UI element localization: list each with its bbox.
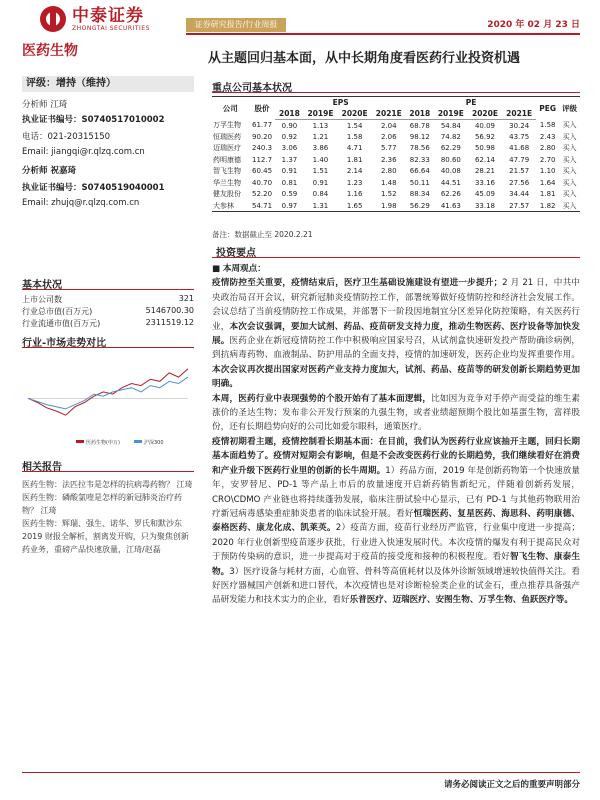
table-cell: 1.64 bbox=[539, 178, 556, 187]
table-cell: 买入 bbox=[562, 121, 577, 130]
table-cell: 41.63 bbox=[434, 200, 468, 212]
table-cell: 78.56 bbox=[409, 144, 430, 153]
legend-swatch-a bbox=[76, 440, 84, 443]
invest-p2-bold: 本周，医药行业中表现强势的个股开始有了基本面逻辑， bbox=[212, 393, 432, 404]
col-group-pe: PE bbox=[406, 97, 536, 109]
table-cell: 50.98 bbox=[474, 144, 496, 153]
analyst-2-cert: 执业证书编号：S0740519040001 bbox=[22, 183, 165, 193]
legend-label-a: 医药生物(申万) bbox=[86, 440, 120, 446]
table-cell: 1.58 bbox=[346, 132, 363, 141]
related-header: 相关报告 bbox=[22, 458, 194, 472]
table-cell: 27.57 bbox=[502, 200, 536, 212]
trend-header: 行业-市场走势对比 bbox=[22, 334, 194, 348]
table-cell: 买入 bbox=[562, 190, 577, 199]
table-cell: 2.43 bbox=[539, 132, 556, 141]
col-price: 股价 bbox=[249, 97, 276, 120]
table-cell: 30.24 bbox=[509, 121, 530, 130]
table-cell: 90.20 bbox=[252, 132, 273, 141]
table-header: 重点公司基本状况 bbox=[212, 79, 580, 93]
trend-chart-svg bbox=[22, 350, 194, 450]
col-year: 2018 bbox=[275, 108, 303, 120]
table-cell: 80.60 bbox=[440, 155, 461, 164]
table-cell: 1.31 bbox=[303, 200, 337, 212]
table-cell: 2.06 bbox=[380, 132, 397, 141]
table-cell: 1.23 bbox=[346, 178, 363, 187]
table-cell: 买入 bbox=[562, 167, 577, 176]
table-cell: 0.90 bbox=[281, 121, 298, 130]
invest-p1-bold3: 本次会议再次提出国家对医药产业支持力度加大，试剂、药品、疫苗等的研发创新长期趋势更加明确。 bbox=[212, 364, 580, 390]
analyst-1-phone: 电话：021-20315150 bbox=[22, 132, 111, 142]
table-cell: 54.84 bbox=[440, 121, 461, 130]
table-cell: 1.40 bbox=[312, 155, 329, 164]
rating: 评级：增持（维持） bbox=[22, 76, 194, 92]
table-cell: 1.21 bbox=[312, 132, 329, 141]
table-cell: 52.20 bbox=[252, 190, 273, 199]
footer-disclaimer: 请务必阅读正文之后的重要声明部分 bbox=[443, 780, 580, 790]
company-name-cell: 智飞生物 bbox=[213, 167, 241, 176]
report-title: 从主题回归基本面，从中长期角度看医药行业投资机遇 bbox=[208, 51, 521, 66]
col-year: 2018 bbox=[406, 108, 434, 120]
table-cell: 47.79 bbox=[509, 155, 530, 164]
table-cell: 0.59 bbox=[281, 190, 298, 199]
table-row bbox=[212, 131, 580, 143]
invest-p3-bold2: 恒瑞医药、复星医药、海思科、药明康德、泰格医药、康龙化成、凯莱英。 bbox=[212, 508, 580, 534]
table-row bbox=[212, 154, 580, 166]
col-year: 2019E bbox=[303, 108, 337, 120]
table-cell: 27.56 bbox=[509, 178, 530, 187]
analyst-2-email: Email: zhujq@r.qlzq.com.cn bbox=[22, 198, 140, 208]
table-cell: 41.68 bbox=[509, 144, 530, 153]
company-table bbox=[212, 96, 580, 212]
table-cell: 50.11 bbox=[409, 178, 430, 187]
table-cell: 33.16 bbox=[474, 178, 496, 187]
table-cell: 1.54 bbox=[346, 121, 363, 130]
analyst-1-cert: 执业证书编号：S0740517010002 bbox=[22, 115, 165, 125]
basic-row bbox=[22, 306, 194, 317]
company-logo bbox=[40, 6, 150, 32]
col-peg: PEG bbox=[536, 97, 559, 120]
invest-p1-text: 2 月 21 日，中共中央政治局召开会议，研究新冠肺炎疫情防控工作，部署统筹做好疫情防控和经济社会发展工作。会议总结了当前疫情防控工作成果，并部署下一阶段因地制宜分区差异化防控策略，有关医药行业， bbox=[212, 278, 580, 332]
table-cell: 3.06 bbox=[281, 144, 298, 153]
invest-p1-bold2: 本次会议强调，要加大试剂、药品、疫苗研发支持力度，推动生物医药、医疗设备等加快发展。 bbox=[212, 321, 580, 347]
col-rating: 评级 bbox=[559, 97, 580, 120]
table-cell: 2.36 bbox=[380, 155, 397, 164]
table-cell: 88.34 bbox=[409, 190, 430, 199]
basic-key: 行业总市值(百万元) bbox=[22, 307, 93, 316]
table-cell: 2.70 bbox=[539, 155, 556, 164]
header-divider bbox=[186, 33, 580, 35]
col-year: 2021E bbox=[502, 108, 536, 120]
table-cell: 0.97 bbox=[275, 200, 303, 212]
series-line-0 bbox=[28, 369, 188, 416]
invest-p1-bold: 疫情防控至关重要，疫情结束后，医疗卫生基础设施建设有望进一步提升； bbox=[212, 278, 503, 289]
table-cell: 54.71 bbox=[249, 200, 276, 212]
table-cell: 112.7 bbox=[252, 155, 273, 164]
table-row bbox=[212, 120, 580, 132]
company-name-cell: 药明康德 bbox=[213, 155, 241, 164]
table-cell: 1.82 bbox=[536, 200, 559, 212]
table-cell: 1.16 bbox=[346, 190, 363, 199]
basic-value: 5146700.30 bbox=[145, 306, 194, 315]
basic-value: 2311519.12 bbox=[145, 318, 194, 327]
table-cell: 1.52 bbox=[380, 190, 397, 199]
table-cell: 62.14 bbox=[474, 155, 496, 164]
company-name-cell: 万孚生物 bbox=[213, 121, 241, 130]
table-cell: 45.09 bbox=[474, 190, 496, 199]
basic-row bbox=[22, 318, 194, 329]
legend-label-b: 沪深300 bbox=[144, 440, 164, 446]
table-row bbox=[212, 200, 580, 212]
related-reports: 医药生物：法匹拉韦是怎样的抗病毒药物？ 江琦 医药生物：磷酸氯喹是怎样的新冠肺炎治疗药物？ 江琦 医药生物：辉瑞、强生、诺华、罗氏和默沙东 2019 财报全解析，割离发开购，只为聚焦创新药业务，重磅产品快速放量，江琦/赵磊 bbox=[22, 480, 193, 554]
footer-divider bbox=[22, 772, 580, 773]
table-cell: 2.04 bbox=[380, 121, 397, 130]
table-cell: 40.08 bbox=[440, 167, 461, 176]
table-cell: 0.91 bbox=[312, 178, 329, 187]
basic-value: 321 bbox=[178, 294, 194, 303]
basic-header: 基本状况 bbox=[22, 276, 194, 290]
table-cell: 82.33 bbox=[409, 155, 430, 164]
table-cell: 1.81 bbox=[346, 155, 363, 164]
table-cell: 62.29 bbox=[440, 144, 461, 153]
table-row bbox=[212, 143, 580, 155]
table-cell: 买入 bbox=[562, 132, 577, 141]
table-cell: 68.78 bbox=[409, 121, 430, 130]
table-cell: 56.29 bbox=[406, 200, 434, 212]
table-cell: 240.3 bbox=[252, 144, 273, 153]
table-cell: 1.65 bbox=[338, 200, 372, 212]
table-cell: 56.92 bbox=[474, 132, 496, 141]
table-cell: 买入 bbox=[562, 178, 577, 187]
table-note: 备注：数据截止至 2020.2.21 bbox=[212, 230, 313, 239]
table-cell: 0.81 bbox=[281, 178, 298, 187]
table-cell: 40.70 bbox=[252, 178, 273, 187]
table-cell: 1.58 bbox=[539, 121, 556, 130]
company-name-cell: 健友股份 bbox=[213, 190, 241, 199]
table-cell: 1.48 bbox=[380, 178, 397, 187]
col-company: 公司 bbox=[212, 97, 249, 120]
table-row bbox=[212, 166, 580, 178]
invest-body: ■ 本周观点： 疫情防控至关重要，疫情结束后，医疗卫生基础设施建设有望进一步提升；2 月 21 日，中共中央政治局召开会议，研究新冠肺炎疫情防控工作，部署统筹做好疫情防控和经济社会发展工作。会议总结了当前疫情防控工作成果，并部署下一阶段因地制宜分区差异化防控策略，有关医药行业，本次会议强调，要加大试剂、药品、疫苗研发支持力度，推动生物医药、医疗设备等加快发展。医药企业在新冠疫情防控工作中积极响应国家号召，从试剂盒快速研发投产帮助确诊病例，到抗病毒药物、血液制品、防护用品的全面支持，疫情的加速研发，医药企业均发挥重要作用。本次会议再次提出国家对医药产业支持力度加大，试剂、药品、疫苗等的研发创新长期趋势更加明确。 本周，医药行业中表现强势的个股开始有了基本面逻辑，比如因为竞争对手停产而受益的维生素涨价的圣达生物；发布非公开发行预案的九强生物，或者业绩超预期个股比如基蛋生物，富祥股份，还有长期趋势向好的公司比如爱尔眼科，通策医疗。 疫情初期看主题，疫情控制看长期基本面：在目前，我们认为医药行业应该抽开主题，回归长期基本面趋势了。疫情对短期会有影响，但是不会改变医药行业的长期趋势，我们继续看好在消费和产业升级下医药行业里的创新的长牛周期。1）药品方面，2019 年是创新药物第一个快速放量年，安罗替尼、PD-1 等产品上市后的放量速度开启新药销售新纪元，伴随着创新药发展，CRO\CDMO 产业链也将持续蓬勃发展，临床注册试验中心显示，已有 PD-1 与其他药物联用治疗新冠病毒感染重症肺炎患者的临床试验开展。看好恒瑞医药、复星医药、海思科、药明康德、泰格医药、康龙化成、凯莱英。2）疫苗方面，疫苗行业经历严监管，行业集中度进一步提高；2020 年行业创新型疫苗逐步获批，行业进入快速发展时代。本次疫情的爆发有利于提高民众对于预防传染病的意识，进一步提高对于疫苗的接受度和接种的积极程度。看好智飞生物、康泰生物。3）医疗设备与耗材方面，心血管、骨科等高值耗材以及体外诊断领域增速较快值得关注。看好医疗器械国产创新和进口替代，本次疫情也是对诊断检验类企业的试金石，重点推荐具备强产品研发能力和技术实力的企业，看好乐普医疗、迈瑞医疗、安图生物、万孚生物、鱼跃医疗等。 bbox=[212, 264, 580, 606]
invest-p3-bold4: 乐普医疗、迈瑞医疗、安图生物、万孚生物、鱼跃医疗等。 bbox=[349, 595, 573, 606]
table-cell: 1.51 bbox=[312, 167, 329, 176]
table-cell: 买入 bbox=[562, 144, 577, 153]
table-cell: 1.37 bbox=[281, 155, 298, 164]
report-tag: 证券研究报告/行业周报 bbox=[186, 18, 286, 32]
table-cell: 28.21 bbox=[474, 167, 496, 176]
report-date: 2020 年 02 月 23 日 bbox=[487, 20, 580, 30]
basic-key: 行业流通市值(百万元) bbox=[22, 319, 101, 328]
table-row bbox=[212, 189, 580, 201]
invest-p3-text2: 2）疫苗方面，疫苗行业经历严监管，行业集中度进一步提高；2020 年行业创新型疫苗逐步获批，行业进入快速发展时代。本次疫情的爆发有利于提高民众对于预防传染病的意识，进一步提高对于疫苗的接受度和接种的积极程度。看好 bbox=[212, 523, 580, 563]
invest-p1-head: 本周观点： bbox=[222, 264, 266, 274]
table-cell: 0.92 bbox=[281, 132, 298, 141]
table-cell: 60.45 bbox=[252, 167, 273, 176]
table-cell: 5.77 bbox=[380, 144, 397, 153]
table-cell: 1.13 bbox=[312, 121, 329, 130]
invest-p3-bold: 疫情初期看主题，疫情控制看长期基本面：在目前，我们认为医药行业应该抽开主题，回归长期基本面趋势了。疫情对短期会有影响，但是不会改变医药行业的长期趋势，我们继续看好在消费和产业升级下医药行业里的创新的长牛周期。 bbox=[212, 436, 580, 476]
invest-p3-bold3: 智飞生物、康泰生物。 bbox=[212, 552, 580, 577]
table-cell: 74.82 bbox=[440, 132, 461, 141]
table-cell: 3.86 bbox=[312, 144, 329, 153]
table-cell: 0.91 bbox=[281, 167, 298, 176]
table-cell: 0.84 bbox=[312, 190, 329, 199]
table-cell: 43.75 bbox=[509, 132, 530, 141]
basic-row bbox=[22, 294, 194, 305]
logo-cn: 中泰证券 bbox=[72, 5, 144, 26]
table-cell: 34.44 bbox=[509, 190, 530, 199]
logo-mark-icon bbox=[40, 6, 66, 32]
trend-chart bbox=[22, 350, 194, 450]
logo-en: ZHONGTAI SECURITIES bbox=[72, 24, 150, 32]
col-year: 2021E bbox=[372, 108, 406, 120]
legend-swatch-b bbox=[134, 440, 142, 443]
table-cell: 2.14 bbox=[346, 167, 363, 176]
analyst-1-email: Email: jiangqi@r.qlzq.com.cn bbox=[22, 147, 145, 157]
col-group-eps: EPS bbox=[275, 97, 405, 109]
table-row bbox=[212, 177, 580, 189]
table-cell: 1.10 bbox=[539, 167, 556, 176]
table-cell: 2.80 bbox=[380, 167, 397, 176]
analyst-1-name: 分析师 江琦 bbox=[22, 100, 68, 110]
table-cell: 62.26 bbox=[440, 190, 461, 199]
basic-key: 上市公司数 bbox=[22, 295, 62, 304]
table-cell: 21.57 bbox=[509, 167, 530, 176]
company-name-cell: 恒瑞医药 bbox=[213, 132, 241, 141]
col-year: 2020E bbox=[468, 108, 502, 120]
table-cell: 1.81 bbox=[539, 190, 556, 199]
table-cell: 2.80 bbox=[539, 144, 556, 153]
table-cell: 40.09 bbox=[474, 121, 496, 130]
analyst-2-name: 分析师 祝嘉琦 bbox=[22, 166, 76, 176]
table-cell: 44.51 bbox=[440, 178, 461, 187]
col-year: 2019E bbox=[434, 108, 468, 120]
section-title: 医药生物 bbox=[22, 43, 78, 59]
invest-p3-text3: 3）医疗设备与耗材方面，心血管、骨科等高值耗材以及体外诊断领域增速较快值得关注。看好医疗器械国产创新和进口替代，本次疫情也是对诊断检验类企业的试金石，重点推荐具备强产品研发能力和技术实力的企业，看好 bbox=[212, 566, 580, 606]
invest-p3-text: 1）药品方面，2019 年是创新药物第一个快速放量年，安罗替尼、PD-1 等产品上市后的放量速度开启新药销售新纪元，伴随着创新药发展，CRO\CDMO 产业链也将持续蓬勃发展，临床注册试验中心显示，已有 PD-1 与其他药物联用治疗新冠病毒感染重症肺炎患者的临床试验开展。看好 bbox=[212, 465, 580, 519]
table-cell: 98.12 bbox=[409, 132, 430, 141]
table-cell: 买入 bbox=[559, 200, 580, 212]
company-name-cell: 大参林 bbox=[212, 200, 249, 212]
company-name-cell: 迈瑞医疗 bbox=[213, 144, 241, 153]
col-year: 2020E bbox=[338, 108, 372, 120]
table-cell: 1.98 bbox=[372, 200, 406, 212]
table-cell: 61.77 bbox=[252, 121, 273, 130]
table-cell: 66.64 bbox=[409, 167, 430, 176]
company-name-cell: 华兰生物 bbox=[213, 178, 241, 187]
invest-p2-text: 比如因为竞争对手停产而受益的维生素涨价的圣达生物；发布非公开发行预案的九强生物，或者业绩超预期个股比如基蛋生物，富祥股份，还有长期趋势向好的公司比如爱尔眼科，通策医疗。 bbox=[212, 393, 580, 433]
table-cell: 买入 bbox=[562, 155, 577, 164]
table-cell: 33.18 bbox=[468, 200, 502, 212]
invest-p1-text2: 医药企业在新冠疫情防控工作中积极响应国家号召，从试剂盒快速研发投产帮助确诊病例，到抗病毒药物、血液制品、防护用品的全面支持，疫情的加速研发，医药企业均发挥重要作用。 bbox=[212, 336, 580, 361]
table-cell: 4.71 bbox=[346, 144, 363, 153]
invest-header: 投资要点 bbox=[212, 244, 580, 258]
